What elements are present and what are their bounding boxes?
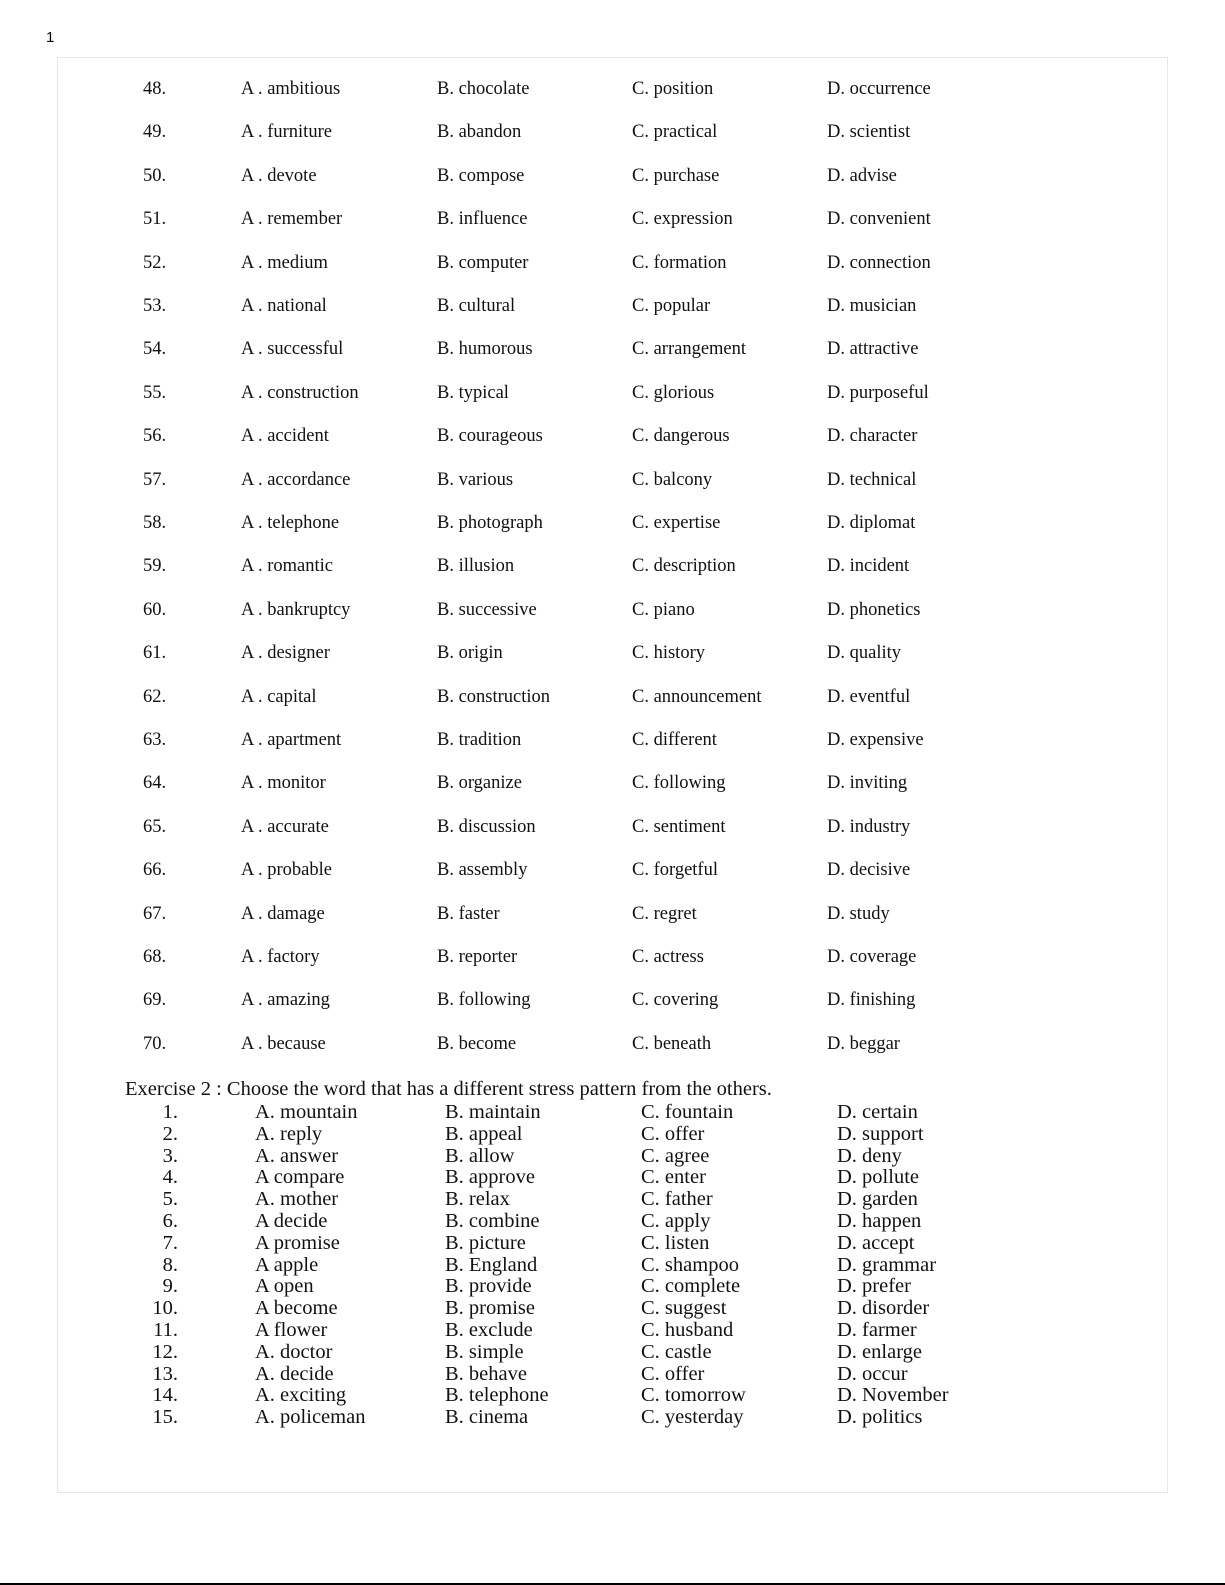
option-c: C. apply — [641, 1210, 711, 1232]
option-d: D. eventful — [827, 686, 911, 707]
option-b: B. simple — [445, 1340, 524, 1363]
option-c: C. glorious — [632, 382, 715, 403]
question-number: 61. — [143, 643, 167, 664]
question-row — [0, 1232, 1225, 1254]
option-a: A . successful — [241, 339, 344, 360]
question-row — [0, 119, 1225, 145]
option-a: A become — [255, 1297, 338, 1320]
option-d: D. pollute — [837, 1166, 919, 1189]
option-d: D. politics — [837, 1406, 923, 1429]
option-c: C. regret — [632, 903, 697, 924]
question-number: 69. — [143, 990, 167, 1011]
option-c: C. husband — [641, 1319, 734, 1341]
option-d: D. purposeful — [827, 382, 929, 403]
option-a: A open — [255, 1275, 314, 1298]
option-a: A . romantic — [241, 556, 333, 577]
option-b: B. origin — [437, 643, 503, 664]
question-row — [0, 293, 1225, 319]
option-a: A. mountain — [255, 1101, 358, 1123]
option-a: A . ambitious — [241, 79, 341, 99]
option-d: D. beggar — [827, 1033, 900, 1054]
question-number: 60. — [143, 599, 167, 620]
option-b: B. influence — [437, 209, 528, 230]
option-c: C. father — [641, 1188, 713, 1211]
question-number: 6. — [162, 1210, 178, 1232]
question-row — [0, 597, 1225, 623]
question-row — [0, 814, 1225, 840]
option-a: A apple — [255, 1253, 319, 1276]
option-c: C. complete — [641, 1275, 741, 1298]
option-d: D. coverage — [827, 947, 917, 967]
question-row — [0, 1363, 1225, 1385]
question-number: 49. — [143, 122, 167, 143]
option-d: D. connection — [827, 252, 931, 273]
option-b: B. typical — [437, 382, 509, 403]
question-number: 65. — [143, 816, 167, 837]
option-a: A flower — [255, 1319, 328, 1341]
option-a: A . accordance — [241, 469, 351, 490]
option-c: C. offer — [641, 1122, 705, 1145]
question-number: 8. — [162, 1253, 178, 1276]
option-b: B. reporter — [437, 947, 518, 967]
question-row — [0, 1145, 1225, 1167]
question-number: 58. — [143, 513, 167, 533]
option-c: C. announcement — [632, 686, 762, 707]
question-row — [0, 944, 1225, 970]
page-number: 1 — [46, 29, 55, 46]
option-b: B. faster — [437, 903, 500, 924]
question-number: 68. — [143, 947, 167, 967]
option-c: C. popular — [632, 296, 711, 316]
option-b: B. behave — [445, 1362, 527, 1385]
question-row — [0, 553, 1225, 579]
option-b: B. abandon — [437, 122, 522, 143]
question-number: 11. — [153, 1319, 178, 1341]
option-d: D. technical — [827, 469, 917, 490]
option-a: A . remember — [241, 209, 343, 230]
option-c: C. purchase — [632, 165, 720, 186]
option-a: A . capital — [241, 686, 317, 707]
option-b: B. computer — [437, 252, 529, 273]
question-row — [0, 1406, 1225, 1428]
question-row — [0, 510, 1225, 536]
option-d: D. grammar — [837, 1253, 937, 1276]
option-a: A . because — [241, 1033, 326, 1054]
option-d: D. farmer — [837, 1319, 917, 1341]
option-d: D. character — [827, 426, 918, 447]
option-d: D. expensive — [827, 730, 924, 750]
option-d: D. happen — [837, 1210, 922, 1232]
option-c: C. position — [632, 79, 714, 99]
option-b: B. England — [445, 1253, 538, 1276]
question-number: 59. — [143, 556, 167, 577]
question-number: 14. — [152, 1384, 178, 1407]
option-c: C. balcony — [632, 469, 713, 490]
option-a: A . accident — [241, 426, 329, 447]
question-number: 13. — [152, 1362, 178, 1385]
option-a: A . factory — [241, 947, 320, 967]
question-row — [0, 770, 1225, 796]
option-d: D. convenient — [827, 209, 931, 230]
option-c: C. castle — [641, 1340, 712, 1363]
option-b: B. combine — [445, 1210, 540, 1232]
question-number: 70. — [143, 1033, 167, 1054]
option-a: A . bankruptcy — [241, 599, 351, 620]
option-b: B. courageous — [437, 426, 543, 447]
question-number: 50. — [143, 165, 167, 186]
question-number: 51. — [143, 209, 167, 230]
option-d: D. accept — [837, 1231, 915, 1254]
option-d: D. advise — [827, 165, 897, 186]
option-c: C. yesterday — [641, 1406, 744, 1429]
question-row — [0, 423, 1225, 449]
option-d: D. musician — [827, 296, 917, 316]
question-row — [0, 1031, 1225, 1057]
option-d: D. phonetics — [827, 599, 921, 620]
option-d: D. inviting — [827, 773, 908, 794]
option-a: A . construction — [241, 382, 359, 403]
question-row — [0, 1384, 1225, 1406]
option-b: B. relax — [445, 1188, 510, 1211]
option-b: B. tradition — [437, 730, 522, 750]
option-a: A. reply — [255, 1122, 323, 1145]
option-c: C. expertise — [632, 513, 721, 533]
option-c: C. enter — [641, 1166, 706, 1189]
option-b: B. humorous — [437, 339, 533, 360]
exercise-2-title: Exercise 2 : Choose the word that has a different stress pattern from the others. — [125, 1078, 772, 1100]
option-c: C. tomorrow — [641, 1384, 746, 1407]
option-a: A . furniture — [241, 122, 332, 143]
question-row — [0, 206, 1225, 232]
question-number: 3. — [162, 1144, 178, 1167]
question-row — [0, 467, 1225, 493]
option-c: C. sentiment — [632, 816, 726, 837]
option-a: A. policeman — [255, 1406, 366, 1429]
option-c: C. listen — [641, 1231, 710, 1254]
option-b: B. chocolate — [437, 79, 530, 99]
option-b: B. following — [437, 990, 531, 1011]
question-row — [0, 987, 1225, 1013]
option-a: A . medium — [241, 252, 328, 273]
question-number: 66. — [143, 860, 167, 881]
question-number: 7. — [162, 1231, 178, 1254]
question-number: 5. — [162, 1188, 178, 1211]
question-row — [0, 76, 1225, 102]
option-d: D. garden — [837, 1188, 918, 1211]
option-d: D. finishing — [827, 990, 916, 1011]
question-row — [0, 1275, 1225, 1297]
option-b: B. successive — [437, 599, 537, 620]
option-b: B. organize — [437, 773, 522, 794]
question-number: 12. — [152, 1340, 178, 1363]
question-number: 9. — [162, 1275, 178, 1298]
option-b: B. maintain — [445, 1101, 541, 1123]
option-a: A . accurate — [241, 816, 329, 837]
question-number: 10. — [152, 1297, 178, 1320]
option-b: B. allow — [445, 1144, 515, 1167]
question-row — [0, 163, 1225, 189]
option-d: D. decisive — [827, 860, 911, 881]
question-row — [0, 1341, 1225, 1363]
option-b: B. become — [437, 1033, 517, 1054]
option-d: D. scientist — [827, 122, 911, 143]
question-row — [0, 640, 1225, 666]
option-c: C. dangerous — [632, 426, 730, 447]
option-a: A. exciting — [255, 1384, 347, 1407]
option-c: C. following — [632, 773, 726, 794]
question-row — [0, 857, 1225, 883]
option-d: D. deny — [837, 1144, 902, 1167]
option-c: C. offer — [641, 1362, 705, 1385]
option-d: D. November — [837, 1384, 949, 1407]
option-b: B. promise — [445, 1297, 535, 1320]
option-b: B. various — [437, 469, 514, 490]
option-a: A compare — [255, 1166, 345, 1189]
option-b: B. discussion — [437, 816, 536, 837]
question-number: 1. — [162, 1101, 178, 1123]
question-row — [0, 1319, 1225, 1341]
option-b: B. provide — [445, 1275, 532, 1298]
option-a: A . telephone — [241, 513, 340, 533]
option-b: B. picture — [445, 1231, 526, 1254]
option-d: D. diplomat — [827, 513, 916, 533]
question-number: 67. — [143, 903, 167, 924]
option-a: A. answer — [255, 1144, 339, 1167]
option-c: C. beneath — [632, 1033, 712, 1054]
option-d: D. study — [827, 903, 890, 924]
question-number: 48. — [143, 79, 167, 99]
option-d: D. support — [837, 1122, 924, 1145]
option-a: A. decide — [255, 1362, 334, 1385]
question-number: 62. — [143, 686, 167, 707]
option-c: C. covering — [632, 990, 719, 1011]
option-a: A . amazing — [241, 990, 330, 1011]
option-d: D. attractive — [827, 339, 919, 360]
option-c: C. arrangement — [632, 339, 747, 360]
option-d: D. prefer — [837, 1275, 911, 1298]
question-number: 56. — [143, 426, 167, 447]
question-number: 57. — [143, 469, 167, 490]
question-row — [0, 1254, 1225, 1276]
option-b: B. exclude — [445, 1319, 533, 1341]
question-number: 4. — [162, 1166, 178, 1189]
option-c: C. piano — [632, 599, 695, 620]
question-row — [0, 336, 1225, 362]
option-b: B. appeal — [445, 1122, 523, 1145]
question-number: 52. — [143, 252, 167, 273]
option-c: C. history — [632, 643, 705, 664]
option-b: B. construction — [437, 686, 551, 707]
option-a: A decide — [255, 1210, 328, 1232]
option-b: B. telephone — [445, 1384, 549, 1407]
question-row — [0, 1188, 1225, 1210]
question-row — [0, 1101, 1225, 1123]
option-a: A . apartment — [241, 730, 342, 750]
question-number: 53. — [143, 296, 167, 316]
option-a: A . probable — [241, 860, 332, 881]
question-row — [0, 1123, 1225, 1145]
option-b: B. cultural — [437, 296, 516, 316]
question-row — [0, 1166, 1225, 1188]
option-c: C. forgetful — [632, 860, 718, 881]
question-row — [0, 1297, 1225, 1319]
option-c: C. formation — [632, 252, 727, 273]
option-c: C. agree — [641, 1144, 710, 1167]
option-d: D. occur — [837, 1362, 908, 1385]
question-row — [0, 727, 1225, 753]
option-c: C. description — [632, 556, 736, 577]
question-row — [0, 250, 1225, 276]
option-d: D. enlarge — [837, 1340, 923, 1363]
question-row — [0, 901, 1225, 927]
question-number: 55. — [143, 382, 167, 403]
question-row — [0, 1210, 1225, 1232]
option-d: D. disorder — [837, 1297, 930, 1320]
option-d: D. quality — [827, 643, 901, 664]
option-d: D. industry — [827, 816, 911, 837]
option-a: A. doctor — [255, 1340, 333, 1363]
question-number: 64. — [143, 773, 167, 794]
option-b: B. illusion — [437, 556, 515, 577]
option-d: D. incident — [827, 556, 910, 577]
option-d: D. certain — [837, 1101, 918, 1123]
option-c: C. shampoo — [641, 1253, 739, 1276]
question-row — [0, 380, 1225, 406]
option-b: B. photograph — [437, 513, 543, 533]
option-c: C. different — [632, 730, 717, 750]
option-b: B. cinema — [445, 1406, 529, 1429]
question-number: 15. — [152, 1406, 178, 1429]
option-b: B. approve — [445, 1166, 535, 1189]
option-d: D. occurrence — [827, 79, 931, 99]
option-c: C. suggest — [641, 1297, 727, 1320]
option-c: C. expression — [632, 209, 733, 230]
option-b: B. assembly — [437, 860, 528, 881]
option-a: A . national — [241, 296, 327, 316]
question-number: 63. — [143, 730, 167, 750]
option-a: A . damage — [241, 903, 325, 924]
option-a: A. mother — [255, 1188, 339, 1211]
option-a: A . devote — [241, 165, 317, 186]
option-a: A . designer — [241, 643, 330, 664]
question-number: 2. — [162, 1122, 178, 1145]
option-c: C. actress — [632, 947, 704, 967]
question-number: 54. — [143, 339, 167, 360]
option-b: B. compose — [437, 165, 525, 186]
option-c: C. fountain — [641, 1101, 734, 1123]
option-a: A . monitor — [241, 773, 326, 794]
question-row — [0, 684, 1225, 710]
option-c: C. practical — [632, 122, 718, 143]
option-a: A promise — [255, 1231, 340, 1254]
